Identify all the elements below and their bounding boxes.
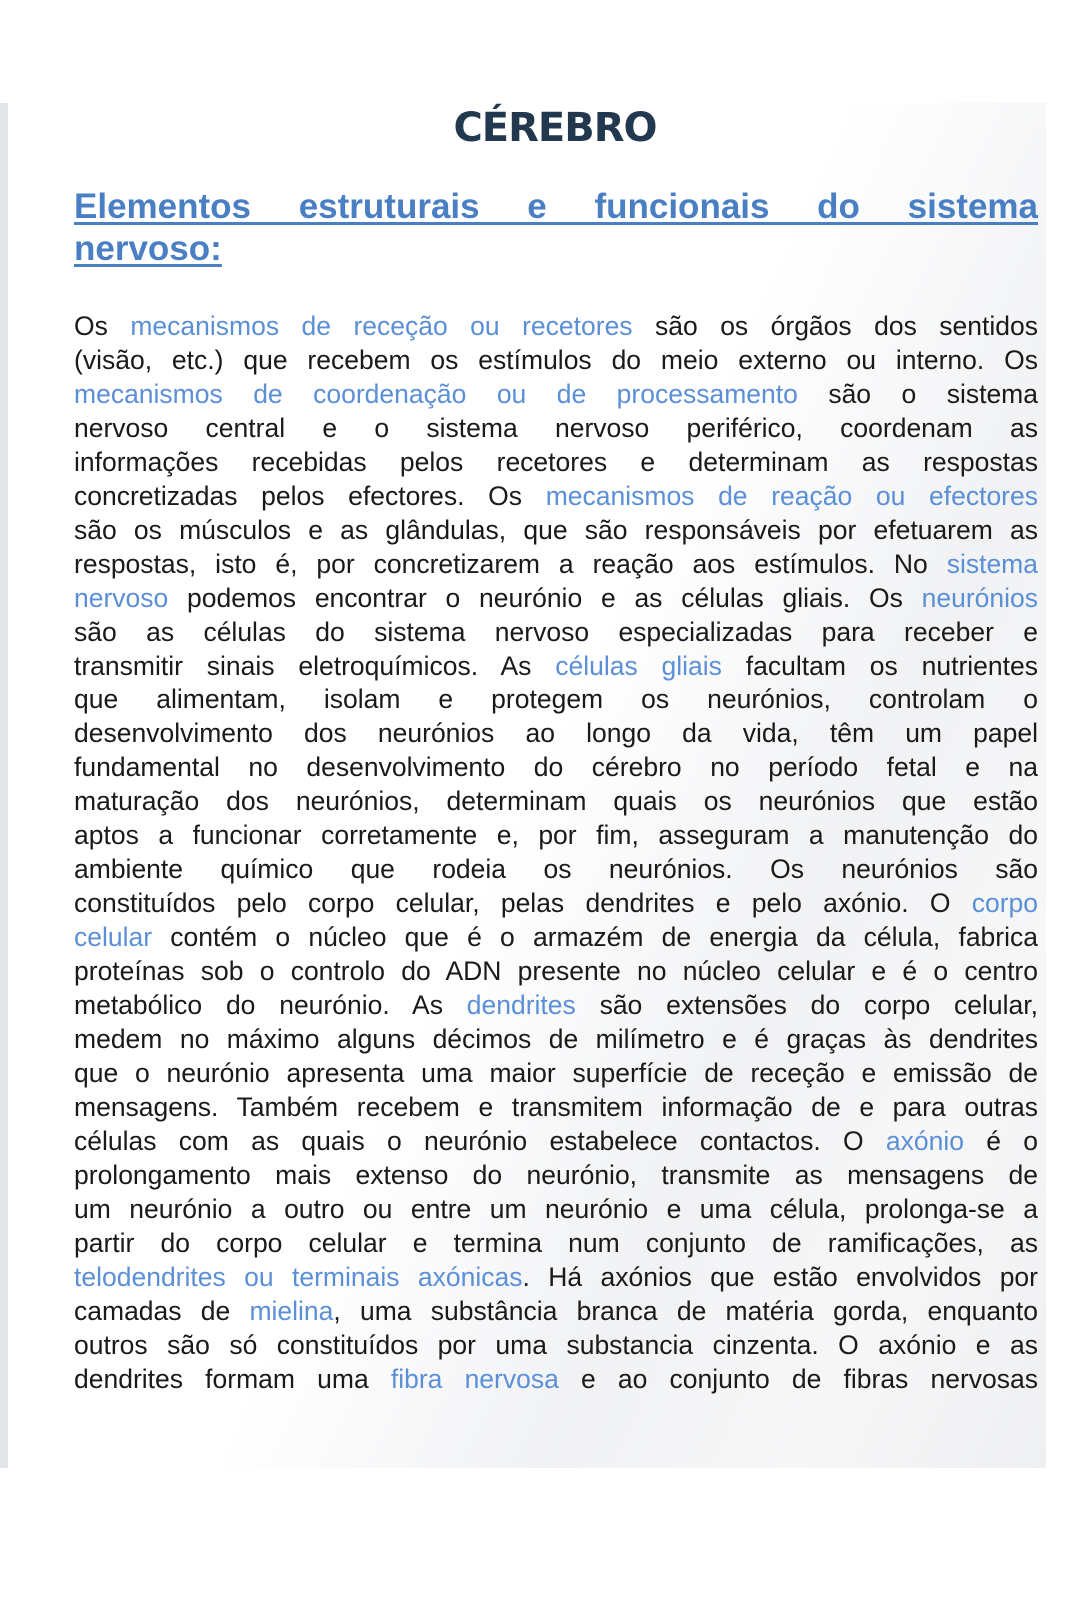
paragraph-line	[74, 1193, 1038, 1227]
section-heading-line: Elementos estruturais e funcionais do sistema	[74, 187, 1038, 226]
text-segment: . Há axónios que estão envolvidos por	[522, 1261, 1038, 1292]
paragraph-line	[74, 785, 1038, 819]
section-heading	[74, 186, 1038, 270]
text-segment: concretizadas pelos efectores. Os	[74, 480, 546, 511]
highlighted-term: mecanismos de coordenação ou de processamento	[74, 378, 798, 409]
highlighted-term: sistema	[946, 548, 1038, 579]
paragraph-line	[74, 717, 1038, 751]
text-segment: proteínas sob o controlo do ADN presente no núcleo celular e é o centro	[74, 956, 1038, 987]
highlighted-term: neurónios	[921, 582, 1038, 613]
page-title: CÉREBRO	[453, 105, 657, 151]
paragraph-line	[74, 683, 1038, 717]
text-segment: Os	[74, 311, 131, 341]
text-segment: são os músculos e as glândulas, que são responsáveis por efetuarem as	[74, 514, 1038, 545]
highlighted-term: celular	[74, 922, 153, 953]
paragraph-line	[74, 378, 1038, 412]
text-segment: respostas, isto é, por concretizarem a reação aos estímulos. No	[74, 548, 947, 579]
text-segment: prolongamento mais extenso do neurónio, transmite as mensagens de	[74, 1159, 1038, 1190]
paragraph-line	[74, 751, 1038, 785]
paragraph-line	[74, 1091, 1038, 1125]
text-segment: nervoso central e o sistema nervoso periférico, coordenam as	[74, 412, 1038, 443]
paragraph-line	[74, 650, 1038, 684]
paragraph-line	[74, 616, 1038, 650]
text-segment: metabólico do neurónio. As	[74, 990, 467, 1021]
highlighted-term: corpo	[971, 888, 1038, 919]
paragraph-line	[74, 412, 1038, 446]
text-segment: mensagens. Também recebem e transmitem informação de e para outras	[74, 1091, 1038, 1122]
paragraph-line	[74, 344, 1038, 378]
paragraph-line	[74, 853, 1038, 887]
paragraph-line	[74, 310, 1038, 344]
paragraph-line	[74, 819, 1038, 853]
paragraph-line	[74, 1363, 1038, 1397]
text-segment: , uma substância branca de matéria gorda, enquanto	[333, 1295, 1038, 1326]
text-segment: medem no máximo alguns décimos de milímetro e é graças às dendrites	[74, 1024, 1038, 1055]
paragraph-line	[74, 955, 1038, 989]
text-segment: são os órgãos dos sentidos	[632, 311, 1038, 341]
text-segment: que o neurónio apresenta uma maior superfície de receção e emissão de	[74, 1057, 1038, 1088]
body-paragraph	[74, 310, 1038, 1397]
highlighted-term: mecanismos de receção ou recetores	[130, 311, 633, 341]
text-segment: (visão, etc.) que recebem os estímulos do meio externo ou interno. Os	[74, 344, 1038, 375]
text-segment: facultam os nutrientes	[721, 650, 1038, 681]
paragraph-line	[74, 1125, 1038, 1159]
paragraph-line	[74, 1057, 1038, 1091]
text-segment: e ao conjunto de fibras nervosas	[558, 1363, 1038, 1394]
text-segment: contém o núcleo que é o armazém de energia da célula, fabrica	[152, 922, 1038, 953]
text-segment: partir do corpo celular e termina num conjunto de ramificações, as	[74, 1227, 1038, 1258]
text-segment: que alimentam, isolam e protegem os neurónios, controlam o	[74, 684, 1038, 715]
highlighted-term: mielina	[249, 1295, 334, 1326]
paragraph-line	[74, 1329, 1038, 1363]
text-segment: outros são só constituídos por uma substancia cinzenta. O axónio e as	[74, 1329, 1038, 1360]
paragraph-line	[74, 1227, 1038, 1261]
section-heading-line: nervoso:	[74, 229, 222, 268]
text-segment: ambiente químico que rodeia os neurónios. Os neurónios são	[74, 854, 1038, 885]
paragraph-line	[74, 921, 1038, 955]
text-segment: desenvolvimento dos neurónios ao longo da vida, têm um papel	[74, 718, 1038, 749]
text-segment: dendrites formam uma	[74, 1363, 391, 1394]
text-segment: são o sistema	[797, 378, 1038, 409]
paragraph-line	[74, 887, 1038, 921]
paragraph-line	[74, 514, 1038, 548]
highlighted-term: fibra nervosa	[390, 1363, 559, 1394]
paragraph-line	[74, 582, 1038, 616]
text-segment: células com as quais o neurónio estabelece contactos. O	[74, 1125, 886, 1156]
text-segment: é o	[963, 1125, 1038, 1156]
paragraph-line	[74, 446, 1038, 480]
text-segment: podemos encontrar o neurónio e as células gliais. Os	[168, 582, 922, 613]
paragraph-line	[74, 1295, 1038, 1329]
text-segment: informações recebidas pelos recetores e determinam as respostas	[74, 446, 1038, 477]
text-segment: um neurónio a outro ou entre um neurónio e uma célula, prolonga-se a	[74, 1193, 1038, 1224]
paragraph-line	[74, 989, 1038, 1023]
highlighted-term: telodendrites ou terminais axónicas	[74, 1261, 523, 1292]
paragraph-line	[74, 548, 1038, 582]
text-segment: aptos a funcionar corretamente e, por fim, asseguram a manutenção do	[74, 820, 1038, 851]
text-segment: fundamental no desenvolvimento do cérebro no período fetal e na	[74, 752, 1038, 783]
paragraph-line	[74, 1159, 1038, 1193]
paragraph-line	[74, 1261, 1038, 1295]
highlighted-term: axónio	[885, 1125, 964, 1156]
paragraph-line	[74, 1023, 1038, 1057]
text-segment: maturação dos neurónios, determinam quais os neurónios que estão	[74, 786, 1038, 817]
text-segment: transmitir sinais eletroquímicos. As	[74, 650, 556, 681]
paragraph-line	[74, 480, 1038, 514]
text-segment: são as células do sistema nervoso especializadas para receber e	[74, 616, 1038, 647]
highlighted-term: células gliais	[555, 650, 722, 681]
highlighted-term: mecanismos de reação ou efectores	[545, 480, 1038, 511]
text-segment: são extensões do corpo celular,	[575, 990, 1038, 1021]
highlighted-term: nervoso	[74, 582, 169, 613]
text-segment: camadas de	[74, 1295, 250, 1326]
text-segment: constituídos pelo corpo celular, pelas dendrites e pelo axónio. O	[74, 888, 972, 919]
highlighted-term: dendrites	[466, 990, 576, 1021]
